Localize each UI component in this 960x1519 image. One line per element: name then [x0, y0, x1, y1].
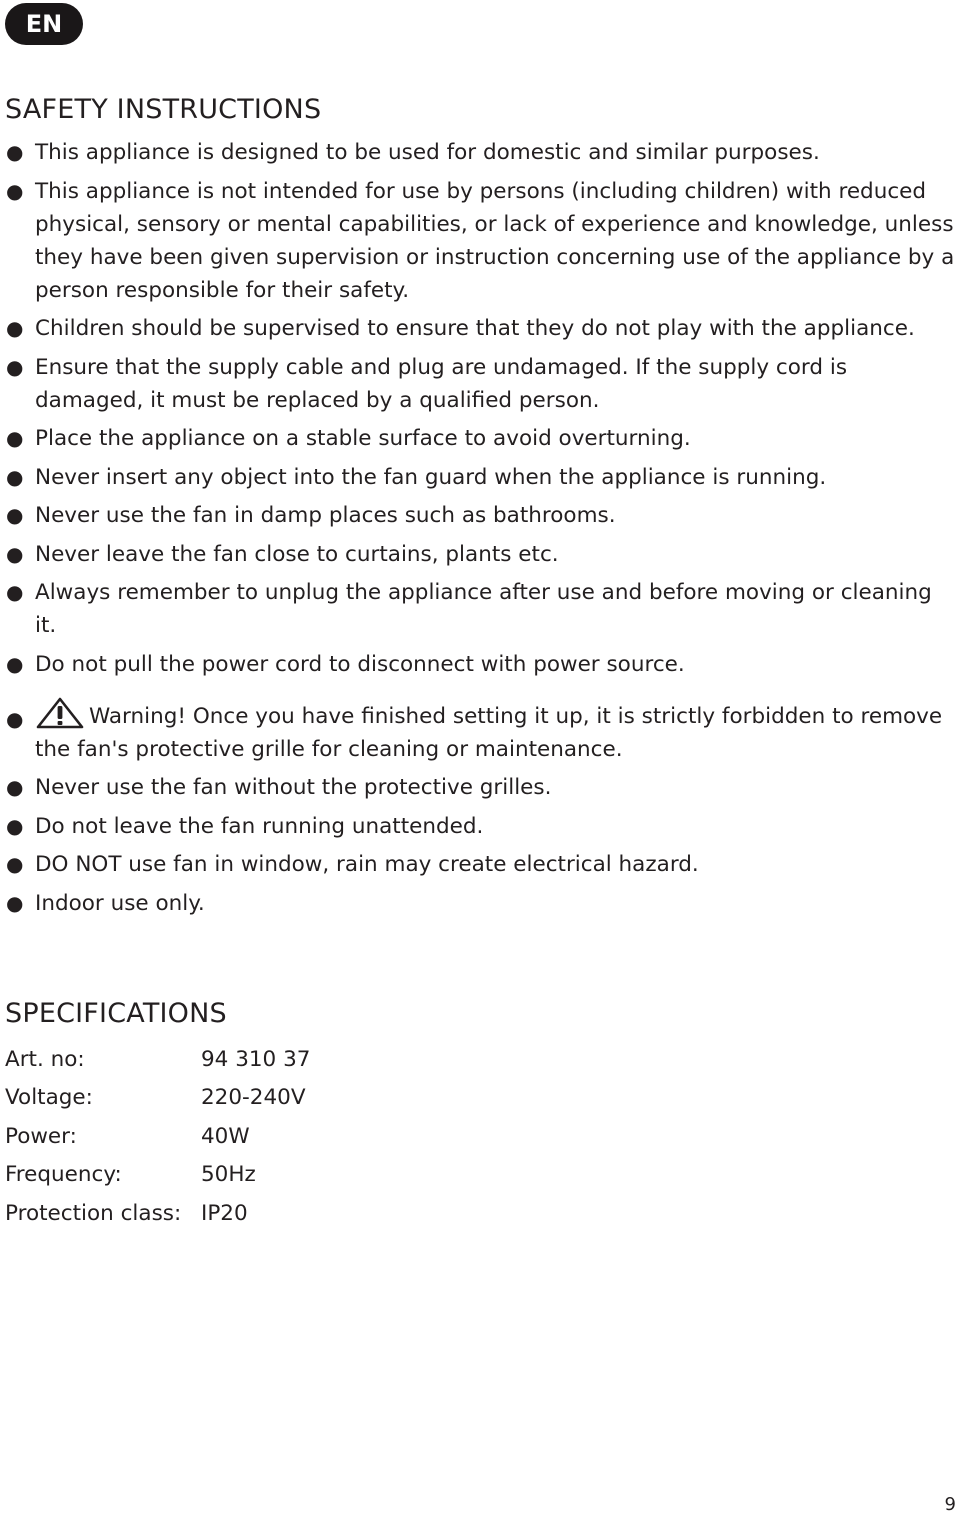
list-item-text: Never leave the fan close to curtains, plants etc. [35, 541, 559, 567]
list-item [0, 848, 960, 881]
list-item [0, 771, 960, 804]
list-item [0, 499, 960, 532]
bullet-icon: ● [6, 354, 24, 379]
spec-row [5, 1040, 310, 1079]
spec-row [5, 1079, 310, 1118]
bullet-icon: ● [6, 890, 24, 915]
list-item [0, 351, 960, 417]
bullet-icon: ● [6, 178, 24, 203]
list-item-text: DO NOT use fan in window, rain may create electrical hazard. [35, 852, 699, 877]
bullet-icon: ● [6, 503, 24, 527]
list-item-text: Never insert any object into the fan guard when the appliance is running. [35, 464, 827, 490]
list-item-text: This appliance is not intended for use by persons (including children) with reduced physical, sensory or mental capabilities, or lack of experience and knowledge, unless they have been given supervision or instruction concerning use of the appliance by a person responsible for their safety. [35, 178, 955, 303]
spec-label: Frequency: [5, 1162, 122, 1188]
spec-value: 50Hz [201, 1162, 256, 1188]
list-item [0, 461, 960, 494]
list-item [0, 810, 960, 843]
list-item-text: Never use the fan in damp places such as bathrooms. [35, 503, 616, 528]
spec-value: 220-240V [201, 1085, 306, 1111]
specifications-title: SPECIFICATIONS [5, 998, 227, 1029]
bullet-icon: ● [6, 706, 24, 731]
bullet-icon: ● [6, 464, 24, 489]
list-item [0, 576, 960, 642]
list-item [0, 136, 960, 169]
spec-value: IP20 [201, 1200, 248, 1226]
page-number: 9 [944, 1494, 956, 1515]
spec-label: Voltage: [5, 1085, 93, 1111]
list-item [0, 648, 960, 681]
list-item-text: Indoor use only. [35, 890, 205, 916]
bullet-icon: ● [6, 775, 24, 799]
list-item [0, 538, 960, 571]
list-item-text: Warning! Once you have finished setting it up, it is strictly forbidden to remove the fan's protective grille for cleaning or maintenance. [35, 703, 943, 762]
list-item-text: Do not leave the fan running unattended. [35, 813, 484, 839]
list-item-text: Always remember to unplug the appliance after use and before moving or cleaning it. [35, 580, 932, 638]
list-item-warning [0, 697, 960, 766]
list-item-text: Do not pull the power cord to disconnect with power source. [35, 651, 685, 677]
spec-label: Protection class: [5, 1200, 182, 1226]
bullet-icon: ● [6, 651, 24, 676]
list-item-text: Never use the fan without the protective grilles. [35, 775, 552, 800]
spec-value: 94 310 37 [201, 1046, 311, 1072]
bullet-icon: ● [6, 541, 24, 566]
specifications-table [5, 1040, 310, 1233]
spec-row [5, 1194, 310, 1233]
bullet-icon: ● [6, 813, 24, 838]
bullet-icon: ● [6, 852, 24, 876]
list-item [0, 312, 960, 345]
bullet-icon: ● [6, 140, 24, 164]
warning-triangle-icon [35, 697, 85, 729]
spec-label: Power: [5, 1123, 77, 1149]
bullet-icon: ● [6, 426, 24, 450]
list-item [0, 175, 960, 307]
spec-value: 40W [201, 1123, 250, 1149]
spec-label: Art. no: [5, 1046, 85, 1072]
spec-row [5, 1117, 310, 1156]
bullet-icon: ● [6, 316, 24, 340]
safety-instructions-title: SAFETY INSTRUCTIONS [5, 94, 322, 125]
list-item-text: Place the appliance on a stable surface to avoid overturning. [35, 426, 691, 451]
safety-instructions-list [0, 136, 960, 925]
list-item-text: Children should be supervised to ensure that they do not play with the appliance. [35, 316, 915, 341]
spec-row [5, 1156, 310, 1195]
list-item [0, 422, 960, 455]
list-item-text: Ensure that the supply cable and plug are undamaged. If the supply cord is damaged, it must be replaced by a qualified person. [35, 354, 848, 413]
language-badge: EN [5, 3, 83, 45]
list-item-text: This appliance is designed to be used for domestic and similar purposes. [35, 140, 820, 165]
bullet-icon: ● [6, 580, 24, 604]
list-item [0, 887, 960, 920]
